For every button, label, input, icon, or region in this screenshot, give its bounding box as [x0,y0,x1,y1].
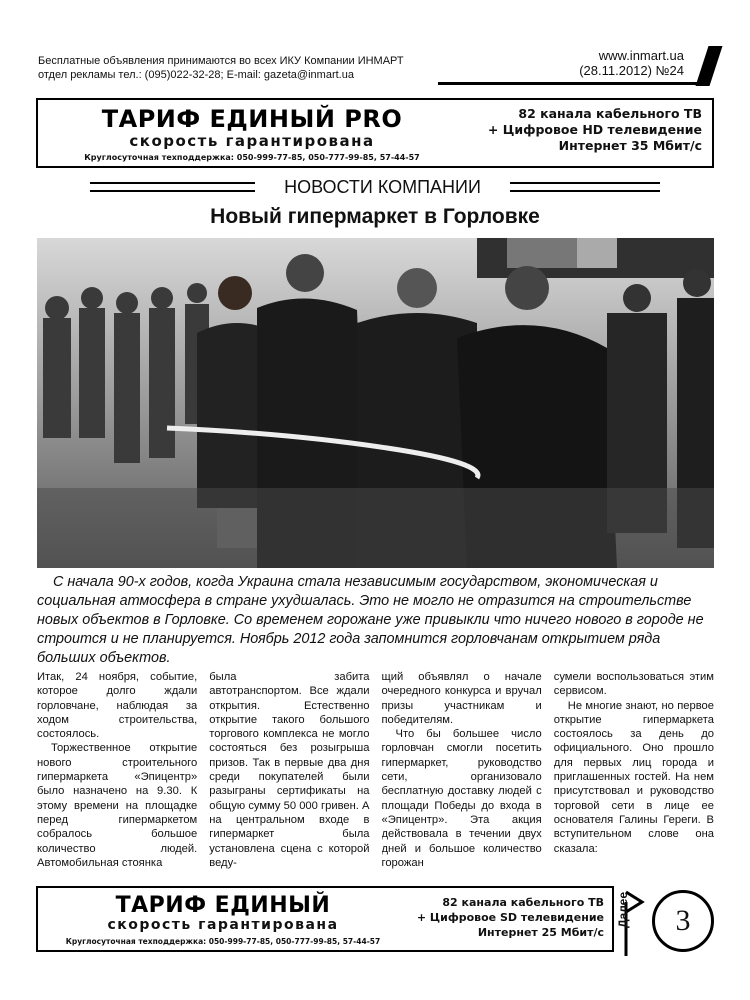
section-label: НОВОСТИ КОМПАНИИ [284,177,481,197]
ad-bottom-feature-1: 82 канала кабельного ТВ [442,896,604,909]
paragraph: Торжественное открытие нового строительного гипермаркета «Эпицентр» было назначено на 9.30. К этому времени на площадке перед гипермаркетом собралось большое количество людей. Автомобильная стоянка [37,742,198,869]
article-headline: Новый гипермаркет в Горловке [210,205,540,228]
ad-bottom-support: Круглосуточная техподдержка: 050-999-77-85, 050-777-99-85, 57-44-57 [65,937,381,946]
ad-bottom-feature-3: Интернет 25 Мбит/с [477,926,604,939]
page-number: 3 [652,890,714,952]
ad-bottom-title: ТАРИФ ЕДИНЫЙ [115,893,331,918]
article-body [37,670,714,880]
ad-banner-top[interactable] [36,98,714,168]
ad-bottom-brand [38,888,408,950]
article-column-3 [382,670,542,880]
ad-bottom-subtitle: скорость гарантирована [107,917,339,933]
ad-bottom-feature-2: + Цифровое SD телевидение [416,911,604,924]
ad-top-feature-2: + Цифровое HD телевидение [487,122,702,137]
article-column-1 [37,670,197,880]
ad-banner-bottom[interactable] [36,886,614,952]
ribbon-cutting-photo [37,238,714,568]
paragraph: была забита автотранспортом. Все ждали открытия. Естественно открытие такого большого торгового комплекса не могло состояться без розыгрыша призов. Так в первые два дня среди покупателей были разыграны сертификаты на общую сумму 50 000 гривен. А на центральном входе в гипермаркет была установлена сцена с которой веду- [209,671,370,869]
section-rule-right [510,182,660,192]
issue-number: (28.11.2012) №24 [579,63,684,78]
ad-bottom-features [404,888,612,950]
ad-top-brand [38,100,466,166]
paragraph: Не многие знают, но первое открытие гипермаркета состоялось за день до официального. Оно прошло для первых лиц города и приглашенных гостей. На нем присутствовал и руководство торговой сети в лице ее основателя Галины Гереги. В вступительном слове она сказала: [553,699,714,855]
paragraph: Итак, 24 ноября, событие, которое долго ждали горловчане, наблюдая за ходом строительства, состоялось. [37,671,198,741]
ad-top-title: ТАРИФ ЕДИНЫЙ PRO [101,105,403,133]
paragraph: Что бы большее число горловчан смогли посетить гипермаркет, руководство сети, организовало бесплатную доставку людей с площади Победы до входа в «Эпицентр». Эта акция действовала в течении двух дней и большое количество горожан [381,728,542,869]
header-line-1: Бесплатные объявления принимаются во всех ИКУ Компании ИНМАРТ [38,55,404,67]
ad-top-subtitle: скорость гарантирована [129,132,375,150]
header-issue-info [579,48,684,78]
page-header [38,40,718,86]
header-contacts [38,54,404,82]
next-page-label[interactable]: Далее [616,891,630,928]
article-lead: С начала 90-х годов, когда Украина стала независимым государством, экономическая и социальная атмосфера в стране ухудшалась. Это не могло не отразится на строительстве новых объектов в Горловке. Со временем горожане уже привыкли что ничего нового в городе не строится и не планируется. Ноябрь 2012 года запомнится горловчанам открытием ряда больших объектов. [37,574,704,666]
paragraph: сумели воспользоваться этим сервисом. [553,671,714,698]
section-rule-left [90,182,255,192]
article-column-4 [554,670,714,880]
header-rule [438,82,708,85]
ad-top-features [464,100,712,166]
article-column-2 [209,670,369,880]
ad-top-support: Круглосуточная техподдержка: 050-999-77-85, 050-777-99-85, 57-44-57 [84,153,420,162]
header-slash-decoration [696,46,723,86]
paragraph: щий объявлял о начале очередного конкурса и вручал призы участникам и победителям. [381,671,542,726]
header-line-2: отдел рекламы тел.: (095)022-32-28; E-mail: gazeta@inmart.ua [38,69,354,81]
site-link[interactable]: www.inmart.ua [598,48,684,63]
section-heading [90,176,660,200]
ad-top-feature-3: Интернет 35 Мбит/с [558,138,702,153]
ad-top-feature-1: 82 канала кабельного ТВ [518,106,702,121]
